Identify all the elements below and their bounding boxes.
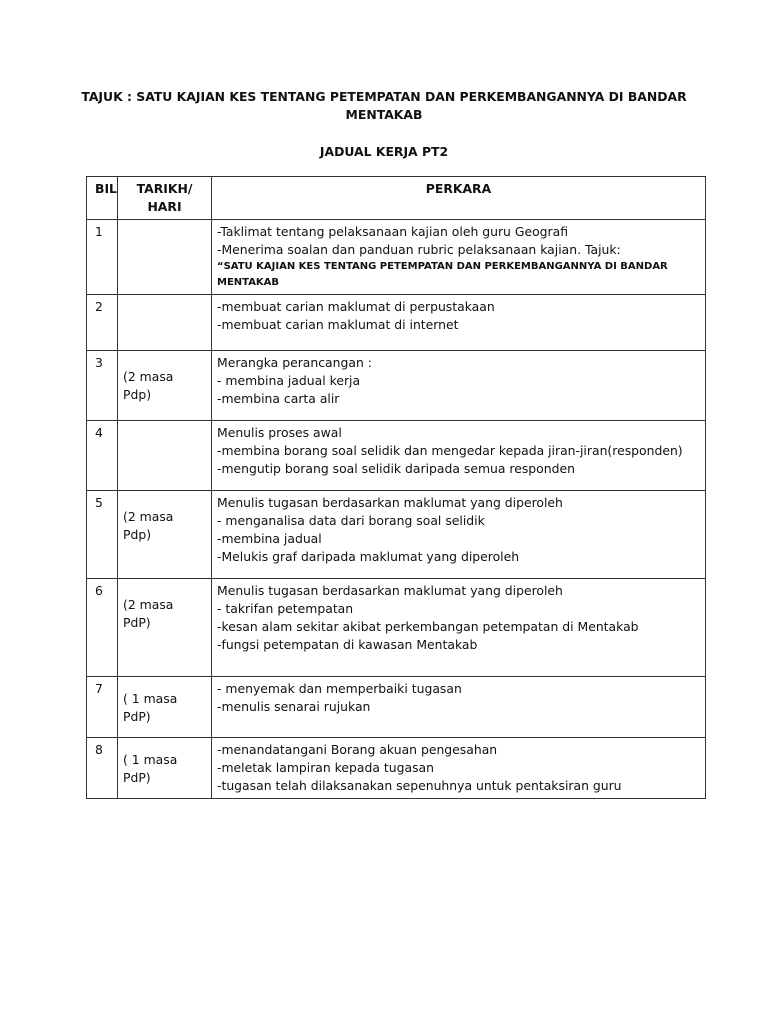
row-bil: 1 (87, 220, 118, 295)
document-title: TAJUK : SATU KAJIAN KES TENTANG PETEMPATAN DAN PERKEMBANGANNYA DI BANDAR MENTAKAB (81, 89, 687, 122)
row-tarikh: (2 masa Pdp) (118, 351, 212, 421)
row-tarikh: ( 1 masa PdP) (118, 738, 212, 799)
perkara-line: -tugasan telah dilaksanakan sepenuhnya untuk pentaksiran guru (217, 778, 622, 793)
row-tarikh (118, 421, 212, 491)
table-row (87, 421, 706, 491)
row-bil: 4 (87, 421, 118, 491)
table-row (87, 491, 706, 579)
row-perkara (212, 579, 706, 677)
perkara-line: -membuat carian maklumat di internet (217, 317, 459, 332)
perkara-line: Menulis tugasan berdasarkan maklumat yang diperoleh (217, 583, 563, 598)
perkara-line: - membina jadual kerja (217, 373, 361, 388)
row-perkara (212, 738, 706, 799)
perkara-line: Menulis proses awal (217, 425, 342, 440)
table-row (87, 351, 706, 421)
perkara-line: -Melukis graf daripada maklumat yang diperoleh (217, 549, 520, 564)
table-header-row (87, 177, 706, 220)
perkara-line: - takrifan petempatan (217, 601, 354, 616)
perkara-line: “SATU KAJIAN KES TENTANG PETEMPATAN DAN PERKEMBANGANNYA DI BANDAR MENTAKAB (217, 261, 668, 288)
table-row (87, 579, 706, 677)
row-tarikh: (2 masa Pdp) (118, 491, 212, 579)
perkara-line: - menganalisa data dari borang soal selidik (217, 513, 485, 528)
row-perkara (212, 220, 706, 295)
row-perkara (212, 421, 706, 491)
perkara-line: Menulis tugasan berdasarkan maklumat yang diperoleh (217, 495, 563, 510)
row-tarikh (118, 295, 212, 351)
perkara-line: -Menerima soalan dan panduan rubric pelaksanaan kajian. Tajuk: (217, 242, 621, 257)
header-bil: BIL (87, 177, 118, 220)
perkara-line: Merangka perancangan : (217, 355, 372, 370)
table-row (87, 220, 706, 295)
row-tarikh (118, 220, 212, 295)
table-row (87, 677, 706, 738)
perkara-line: -fungsi petempatan di kawasan Mentakab (217, 637, 478, 652)
row-bil: 8 (87, 738, 118, 799)
table-row (87, 738, 706, 799)
row-tarikh: ( 1 masa PdP) (118, 677, 212, 738)
perkara-line: -mengutip borang soal selidik daripada semua responden (217, 461, 575, 476)
perkara-line: -menulis senarai rujukan (217, 699, 371, 714)
row-bil: 6 (87, 579, 118, 677)
table-row (87, 295, 706, 351)
perkara-line: -membina borang soal selidik dan mengedar kepada jiran-jiran(responden) (217, 443, 683, 458)
perkara-line: -meletak lampiran kepada tugasan (217, 760, 434, 775)
row-bil: 7 (87, 677, 118, 738)
perkara-line: - menyemak dan memperbaiki tugasan (217, 681, 462, 696)
row-perkara (212, 295, 706, 351)
row-tarikh: (2 masa PdP) (118, 579, 212, 677)
perkara-line: -membina carta alir (217, 391, 340, 406)
perkara-line: -membuat carian maklumat di perpustakaan (217, 299, 495, 314)
row-perkara (212, 677, 706, 738)
document-subtitle: JADUAL KERJA PT2 (319, 144, 449, 159)
perkara-line: -kesan alam sekitar akibat perkembangan petempatan di Mentakab (217, 619, 639, 634)
perkara-line: -menandatangani Borang akuan pengesahan (217, 742, 498, 757)
perkara-line: -Taklimat tentang pelaksanaan kajian oleh guru Geografi (217, 224, 569, 239)
work-schedule-table (86, 176, 706, 799)
header-perkara: PERKARA (212, 177, 706, 220)
perkara-line: -membina jadual (217, 531, 322, 546)
row-perkara (212, 351, 706, 421)
row-bil: 2 (87, 295, 118, 351)
row-perkara (212, 491, 706, 579)
header-tarikh: TARIKH/ HARI (118, 177, 212, 220)
row-bil: 3 (87, 351, 118, 421)
row-bil: 5 (87, 491, 118, 579)
